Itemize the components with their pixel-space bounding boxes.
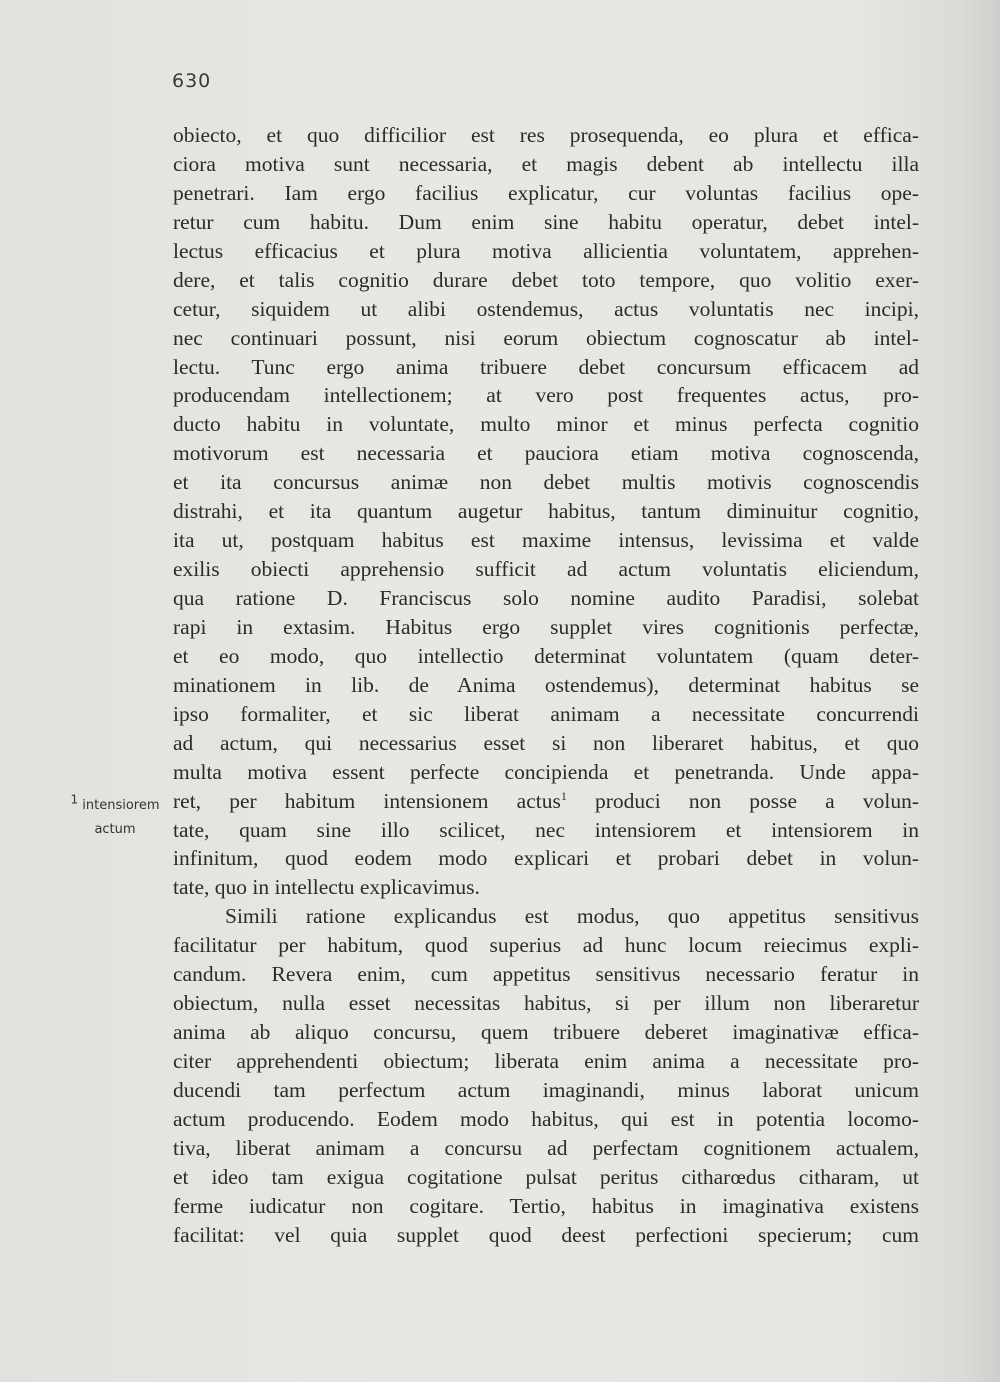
text-line: ipso formaliter, et sic liberat animam a necessitate concurrendi xyxy=(173,701,919,726)
text-line: ciora motiva sunt necessaria, et magis debent ab intellectu illa xyxy=(173,151,919,176)
text-line: ita ut, postquam habitus est maxime intensus, levissima et valde xyxy=(173,528,919,553)
text-line: citer apprehendenti obiectum; liberata enim anima a necessitate pro- xyxy=(173,1049,919,1073)
page-number: 630 xyxy=(172,70,212,92)
text-line: producendam intellectionem; at vero post frequentes actus, pro- xyxy=(173,383,919,408)
text-line-with-footnote xyxy=(173,787,919,816)
text-line: ad actum, qui necessarius esset si non liberaret habitus, et quo xyxy=(173,730,919,755)
paragraph-end-line: tate, quo in intellectu explicavimus. xyxy=(173,875,480,900)
text-line: et eo modo, quo intellectio determinat voluntatem (quam deter- xyxy=(173,643,919,668)
body-text xyxy=(173,121,919,1250)
text-line: minationem in lib. de Anima ostendemus), determinat habitus se xyxy=(173,672,919,697)
text-line: tate, quam sine illo scilicet, nec intensiorem et intensiorem in xyxy=(173,817,919,842)
text-line: obiecto, et quo difficilior est res prosequenda, eo plura et effica- xyxy=(173,123,919,147)
text-line: motivorum est necessaria et pauciora etiam motiva cognoscenda, xyxy=(173,441,919,466)
text-line: ducendi tam perfectum actum imaginandi, minus laborat unicum xyxy=(173,1077,919,1102)
text-line: lectu. Tunc ergo anima tribuere debet concursum efficacem ad xyxy=(173,354,919,379)
text-line: candum. Revera enim, cum appetitus sensitivus necessario feratur in xyxy=(173,962,919,987)
text-line: facilitatur per habitum, quod superius ad hunc locum reiecimus expli- xyxy=(173,933,919,958)
text-line: qua ratione D. Franciscus solo nomine audito Paradisi, solebat xyxy=(173,586,919,610)
text-segment: ret, per habitum intensionem actus xyxy=(173,788,561,813)
text-line: ducto habitu in voluntate, multo minor et minus perfecta cognitio xyxy=(173,412,919,437)
text-line: rapi in extasim. Habitus ergo supplet vires cognitionis perfectæ, xyxy=(173,614,919,639)
footnote-ref: 1 xyxy=(560,788,567,803)
margin-note-line2: actum xyxy=(94,822,136,837)
margin-note-marker: 1 xyxy=(70,792,79,807)
text-line: distrahi, et ita quantum augetur habitus, tantum diminuitur cognitio, xyxy=(173,499,919,524)
text-line: actum producendo. Eodem modo habitus, qui est in potentia locomo- xyxy=(173,1106,919,1131)
text-line: nec continuari possunt, nisi eorum obiectum cognoscatur ab intel- xyxy=(173,325,919,350)
text-line: et ideo tam exigua cogitatione pulsat peritus citharœdus citharam, ut xyxy=(173,1164,919,1189)
text-line: dere, et talis cognitio durare debet toto tempore, quo volitio exer- xyxy=(173,267,919,292)
text-line: retur cum habitu. Dum enim sine habitu operatur, debet intel- xyxy=(173,209,919,234)
text-line: lectus efficacius et plura motiva allicientia voluntatem, apprehen- xyxy=(173,238,919,263)
text-line: penetrari. Iam ergo facilius explicatur, cur voluntas facilius ope- xyxy=(173,180,919,205)
text-line: anima ab aliquo concursu, quem tribuere deberet imaginativæ effica- xyxy=(173,1020,919,1045)
text-line: et ita concursus animæ non debet multis motivis cognoscendis xyxy=(173,470,919,495)
text-line: infinitum, quod eodem modo explicari et probari debet in volun- xyxy=(173,846,919,871)
margin-note xyxy=(60,794,170,842)
text-line: tiva, liberat animam a concursu ad perfectam cognitionem actualem, xyxy=(173,1135,919,1160)
text-line: exilis obiecti apprehensio sufficit ad actum voluntatis eliciendum, xyxy=(173,557,919,582)
margin-note-line1: $^1$ intensiorem xyxy=(70,792,160,813)
text-line: ferme iudicatur non cogitare. Tertio, habitus in imaginativa existens xyxy=(173,1193,919,1218)
paragraph-start-line: Simili ratione explicandus est modus, quo appetitus sensitivus xyxy=(225,904,919,929)
text-segment: produci non posse a volun- xyxy=(566,788,919,813)
text-line: cetur, siquidem ut alibi ostendemus, actus voluntatis nec incipi, xyxy=(173,296,919,321)
text-line: obiectum, nulla esset necessitas habitus, si per illum non liberaretur xyxy=(173,991,919,1016)
text-line: multa motiva essent perfecte concipienda et penetranda. Unde appa- xyxy=(173,759,919,784)
text-line: facilitat: vel quia supplet quod deest perfectioni specierum; cum xyxy=(173,1222,919,1247)
